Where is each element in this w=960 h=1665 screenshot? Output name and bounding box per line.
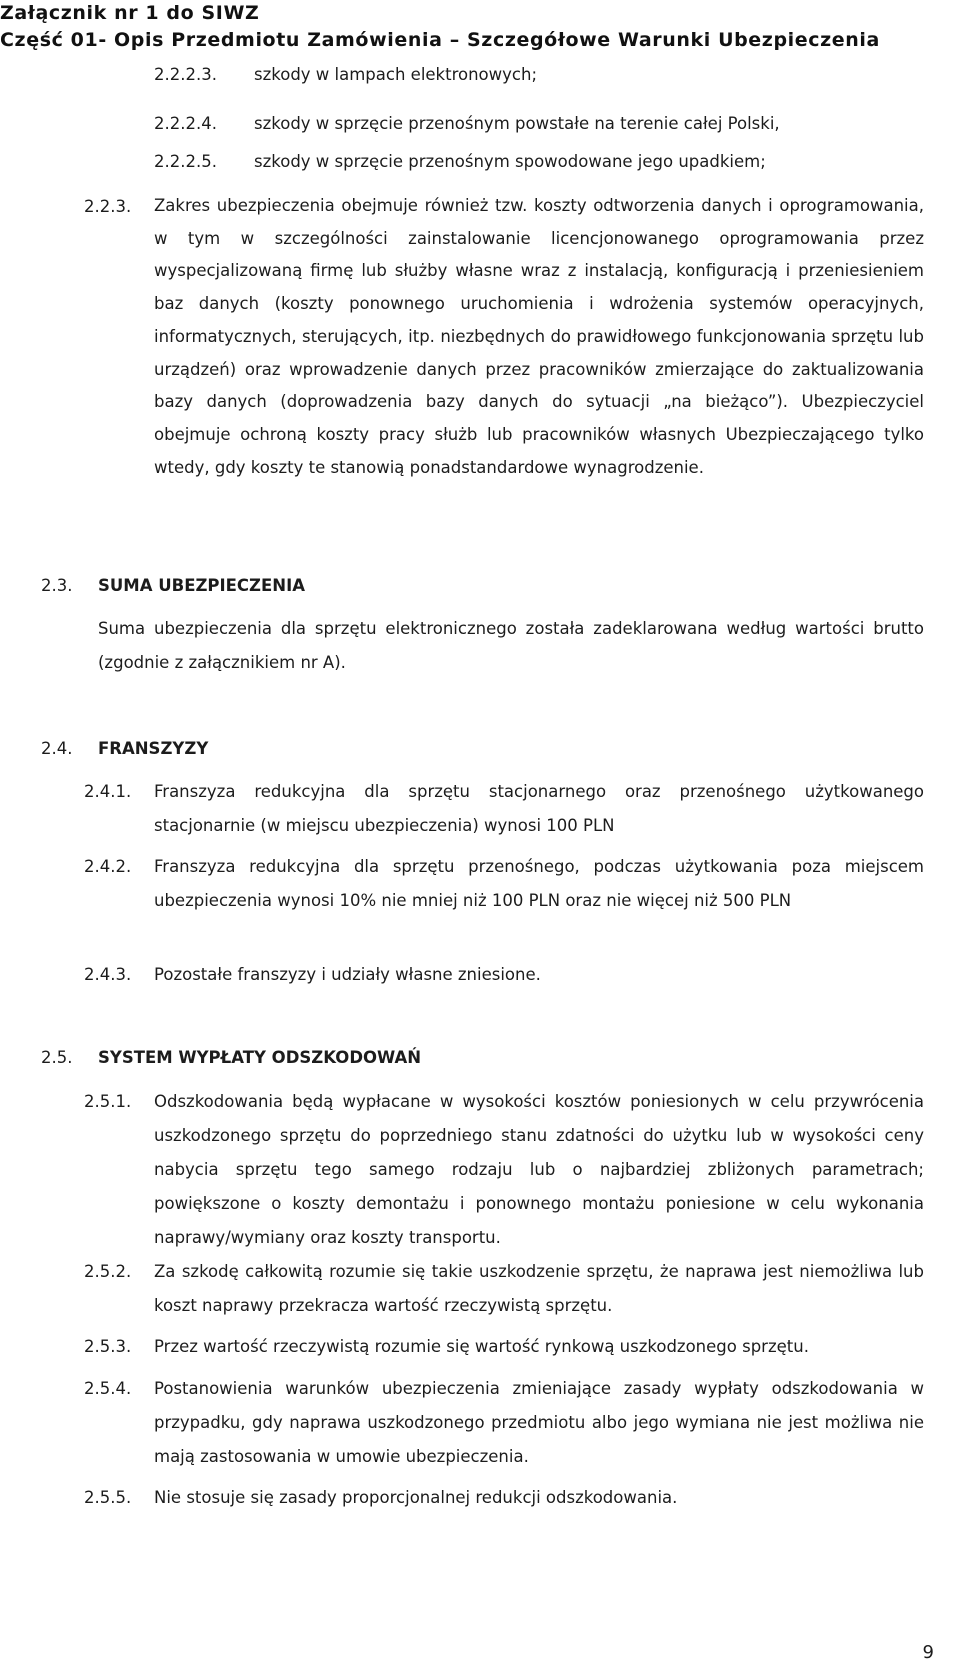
section-number: 2.5.	[41, 1048, 73, 1067]
item-text: Postanowienia warunków ubezpieczenia zmieniające zasady wypłaty odszkodowania w przypadku, gdy naprawa uszkodzonego przedmiotu albo jego wymiana nie jest możliwa nie mają zastosowania w umowie ubezpieczenia.	[154, 1379, 924, 1466]
section-title: FRANSZYZY	[98, 739, 209, 758]
item-text: szkody w sprzęcie przenośnym spowodowane jego upadkiem;	[254, 152, 766, 171]
document-header	[0, 0, 880, 54]
section-number: 2.4.	[41, 739, 73, 758]
section-title: SUMA UBEZPIECZENIA	[98, 576, 305, 595]
item-number: 2.5.4.	[84, 1379, 132, 1398]
item-number: 2.4.2.	[84, 857, 132, 876]
item-number: 2.2.2.5.	[154, 152, 217, 171]
section-title: SYSTEM WYPŁATY ODSZKODOWAŃ	[98, 1048, 422, 1067]
item-text: Przez wartość rzeczywistą rozumie się wartość rynkową uszkodzonego sprzętu.	[154, 1337, 809, 1356]
item-number: 2.2.2.3.	[154, 65, 217, 84]
item-text: szkody w lampach elektronowych;	[254, 65, 537, 84]
item-number: 2.5.1.	[84, 1092, 132, 1111]
header-line-1: Załącznik nr 1 do SIWZ	[0, 2, 260, 24]
section-number: 2.3.	[41, 576, 73, 595]
item-number: 2.2.2.4.	[154, 114, 217, 133]
page-number: 9	[922, 1642, 934, 1663]
item-number: 2.5.2.	[84, 1262, 132, 1281]
paragraph: Suma ubezpieczenia dla sprzętu elektronicznego została zadeklarowana według wartości brutto (zgodnie z załącznikiem nr A).	[98, 619, 924, 672]
item-number: 2.5.3.	[84, 1337, 132, 1356]
item-text: Zakres ubezpieczenia obejmuje również tzw. koszty odtworzenia danych i oprogramowania, w tym w szczególności zainstalowanie licencjonowanego oprogramowania przez wyspecjalizowaną firmę lub służby własne wraz z instalacją, konfiguracją i przeniesieniem baz danych (koszty ponownego uruchomienia i wdrożenia systemów operacyjnych, informatycznych, sterujących, itp. niezbędnych do prawidłowego funkcjonowania sprzętu lub urządzeń) oraz wprowadzenie danych przez pracowników zmierzające do zaktualizowania bazy danych (doprowadzenia bazy danych do sytuacji „na bieżąco”). Ubezpieczyciel obejmuje ochroną koszty pracy służb lub pracowników własnych Ubezpieczającego tylko wtedy, gdy koszty te stanowią ponadstandardowe wynagrodzenie.	[154, 196, 924, 477]
item-text: Odszkodowania będą wypłacane w wysokości kosztów poniesionych w celu przywrócenia uszkodzonego sprzętu do poprzedniego stanu zdatności do użytku lub w wysokości ceny nabycia sprzętu tego samego rodzaju lub o najbardziej zbliżonych parametrach; powiększone o koszty demontażu i ponownego montażu poniesione w celu wykonania naprawy/wymiany oraz koszty transportu.	[154, 1092, 924, 1247]
item-text: Franszyza redukcyjna dla sprzętu stacjonarnego oraz przenośnego użytkowanego stacjonarnie (w miejscu ubezpieczenia) wynosi 100 PLN	[154, 782, 924, 835]
item-number: 2.4.3.	[84, 965, 132, 984]
item-number: 2.4.1.	[84, 782, 132, 801]
item-text: Za szkodę całkowitą rozumie się takie uszkodzenie sprzętu, że naprawa jest niemożliwa lub koszt naprawy przekracza wartość rzeczywistą sprzętu.	[154, 1262, 924, 1315]
item-text: Pozostałe franszyzy i udziały własne zniesione.	[154, 965, 541, 984]
item-text: Nie stosuje się zasady proporcjonalnej redukcji odszkodowania.	[154, 1488, 678, 1507]
header-line-2: Część 01- Opis Przedmiotu Zamówienia – Szczegółowe Warunki Ubezpieczenia	[0, 29, 880, 51]
item-number: 2.2.3.	[84, 197, 132, 216]
item-text: Franszyza redukcyjna dla sprzętu przenośnego, podczas użytkowania poza miejscem ubezpieczenia wynosi 10% nie mniej niż 100 PLN oraz nie więcej niż 500 PLN	[154, 857, 924, 910]
item-text: szkody w sprzęcie przenośnym powstałe na terenie całej Polski,	[254, 114, 780, 133]
item-number: 2.5.5.	[84, 1488, 132, 1507]
